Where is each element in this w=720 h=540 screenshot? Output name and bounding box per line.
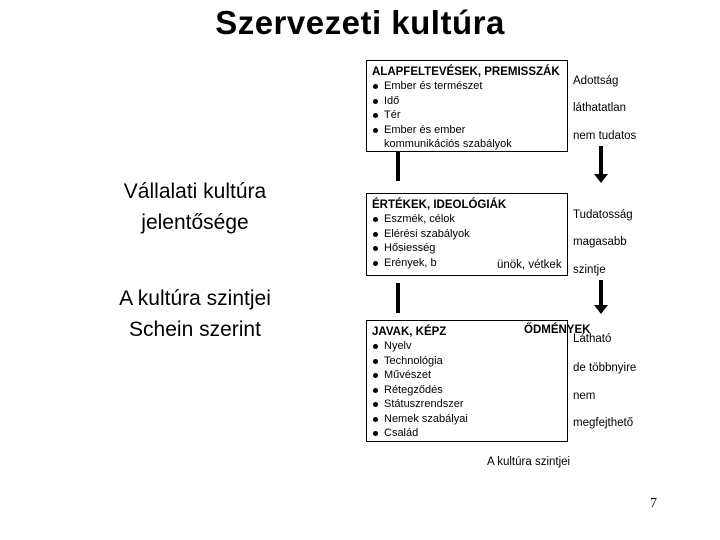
level-assumptions-box <box>366 60 568 152</box>
level-assumptions-heading: ALAPFELTEVÉSEK, PREMISSZÁK <box>372 66 560 78</box>
list-item: Művészet <box>372 368 563 383</box>
level-values-heading: ÉRTÉKEK, IDEOLÓGIÁK <box>372 199 507 211</box>
list-item: Rétegződés <box>372 383 563 398</box>
left-item-significance-line2: jelentősége <box>141 211 249 234</box>
left-item-levels-line2: Schein szerint <box>129 318 261 341</box>
level-values-side-3: szintje <box>573 264 606 276</box>
level-artifacts-box <box>366 320 568 442</box>
left-item-levels-line1: A kultúra szintjei <box>119 287 271 310</box>
level-assumptions-side-1: Adottság <box>573 75 619 87</box>
level-values-side-2: magasabb <box>573 236 627 248</box>
list-item: Nemek szabályai <box>372 412 563 427</box>
left-item-significance-line1: Vállalati kultúra <box>123 180 267 203</box>
page-number: 7 <box>650 496 657 511</box>
figure-caption: A kultúra szintjei <box>487 456 571 468</box>
list-item: Nyelv <box>372 339 563 354</box>
level-artifacts-heading-left: JAVAK, KÉPZ <box>372 326 447 338</box>
list-item: Ember és ember <box>372 123 563 138</box>
list-item: Hősiesség <box>372 241 563 256</box>
connector-bar-upper <box>396 151 400 181</box>
list-item: Státuszrendszer <box>372 397 563 412</box>
level-values-side-1: Tudatosság <box>573 209 633 221</box>
list-item: Elérési szabályok <box>372 227 563 242</box>
level-artifacts-side-3: nem <box>573 390 596 402</box>
list-item: Ember és természet <box>372 79 563 94</box>
list-item: Család <box>372 426 563 441</box>
level-assumptions-side-3: nem tudatos <box>573 130 637 142</box>
arrow-down-lower-icon <box>594 305 608 314</box>
left-item-significance <box>80 176 310 238</box>
connector-bar-lower <box>396 283 400 313</box>
list-item: Tér <box>372 108 563 123</box>
level-artifacts-side-1: Látható <box>573 333 612 345</box>
level-artifacts-side-4: megfejthető <box>573 417 634 429</box>
level-assumptions-list <box>372 79 563 137</box>
level-values-inline-note: ünök, vétkek <box>497 259 562 271</box>
list-item: Eszmék, célok <box>372 212 563 227</box>
arrow-down-lower-shaft <box>599 280 603 306</box>
list-item: Technológia <box>372 354 563 369</box>
level-assumptions-side-2: láthatatlan <box>573 102 627 114</box>
left-item-levels <box>80 283 310 345</box>
list-item-continuation: kommunikációs szabályok <box>384 138 512 150</box>
arrow-down-upper-icon <box>594 174 608 183</box>
list-item: Erények, b <box>372 256 563 271</box>
list-item: Idő <box>372 94 563 109</box>
slide-title: Szervezeti kultúra <box>215 4 505 41</box>
level-artifacts-heading-right: ŐDMÉNYEK <box>524 324 591 336</box>
level-artifacts-list <box>372 339 563 441</box>
arrow-down-upper-shaft <box>599 146 603 174</box>
level-artifacts-side-2: de többnyire <box>573 362 637 374</box>
